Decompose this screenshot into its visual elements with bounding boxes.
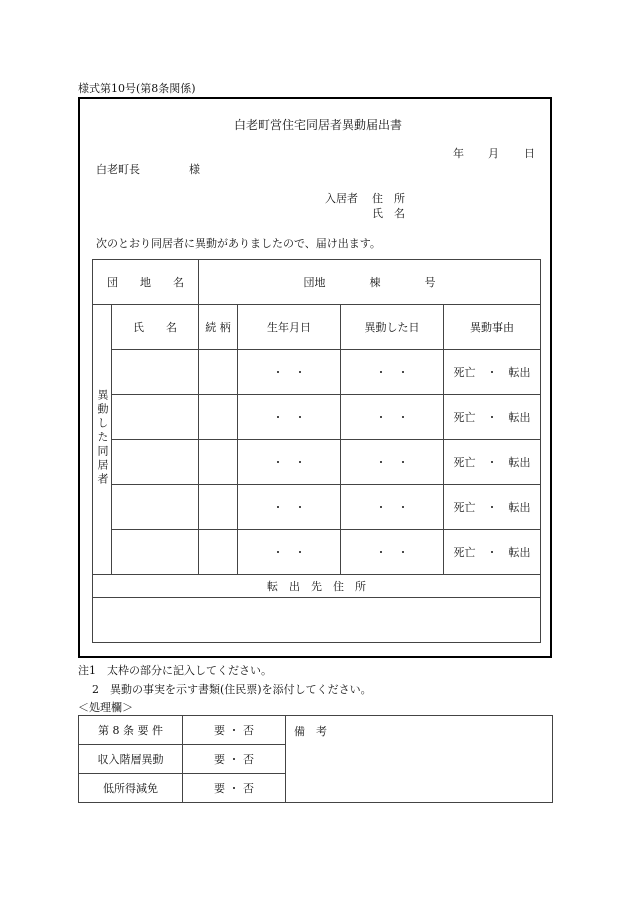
header-birthdate: 生年月日	[238, 305, 341, 350]
header-reason: 異動事由	[444, 305, 541, 350]
date-month: 月	[488, 147, 499, 160]
remarks-cell[interactable]	[286, 716, 553, 803]
processing-label-lowincome: 低所得減免	[79, 774, 183, 803]
table-row	[93, 485, 541, 530]
moved-date-cell[interactable]: ・ ・	[341, 485, 444, 530]
moved-date-cell[interactable]: ・ ・	[341, 530, 444, 575]
birthdate-cell[interactable]: ・ ・	[238, 350, 341, 395]
table-row	[93, 350, 541, 395]
moved-date-cell[interactable]: ・ ・	[341, 395, 444, 440]
reason-cell[interactable]: 死亡 ・ 転出	[444, 530, 541, 575]
side-label-text: 異動した同居者	[96, 389, 109, 487]
header-moved-date: 異動した日	[341, 305, 444, 350]
processing-value-income[interactable]: 要 ・ 否	[183, 745, 286, 774]
form-number: 様式第10号(第8条関係)	[78, 82, 196, 95]
destination-address-field[interactable]	[93, 598, 541, 643]
complex-name-label: 団 地 名	[93, 260, 199, 305]
birthdate-cell[interactable]: ・ ・	[238, 530, 341, 575]
processing-label-income: 収入階層異動	[79, 745, 183, 774]
birthdate-cell[interactable]: ・ ・	[238, 395, 341, 440]
relation-cell[interactable]	[199, 485, 238, 530]
reason-cell[interactable]: 死亡 ・ 転出	[444, 485, 541, 530]
applicant-label: 入居者	[325, 192, 358, 205]
birthdate-cell[interactable]: ・ ・	[238, 440, 341, 485]
intro-text: 次のとおり同居者に異動がありましたので、届け出ます。	[96, 237, 381, 250]
name-cell[interactable]	[112, 395, 199, 440]
reason-cell[interactable]: 死亡 ・ 転出	[444, 395, 541, 440]
header-relation: 続 柄	[199, 305, 238, 350]
moved-date-cell[interactable]: ・ ・	[341, 440, 444, 485]
date-year: 年	[453, 147, 464, 160]
building-number-field[interactable]: 団地 棟 号	[199, 260, 541, 305]
destination-address-label: 転 出 先 住 所	[93, 575, 541, 598]
note-1: 注1 太枠の部分に記入してください。	[78, 664, 272, 677]
relation-cell[interactable]	[199, 350, 238, 395]
name-cell[interactable]	[112, 350, 199, 395]
name-cell[interactable]	[112, 530, 199, 575]
addressee-name: 白老町長	[96, 163, 140, 176]
header-name: 氏 名	[112, 305, 199, 350]
relation-cell[interactable]	[199, 395, 238, 440]
table-row	[93, 395, 541, 440]
reason-cell[interactable]: 死亡 ・ 転出	[444, 440, 541, 485]
cohabitant-table	[92, 259, 541, 643]
date-day: 日	[524, 147, 535, 160]
applicant-address-label: 住 所	[372, 192, 405, 205]
remarks-label: 備 考	[294, 725, 327, 738]
processing-table	[78, 715, 553, 803]
processing-value-lowincome[interactable]: 要 ・ 否	[183, 774, 286, 803]
birthdate-cell[interactable]: ・ ・	[238, 485, 341, 530]
applicant-name-label: 氏 名	[372, 207, 405, 220]
processing-heading: ＜処理欄＞	[78, 701, 133, 714]
processing-label-article8: 第 8 条 要 件	[79, 716, 183, 745]
relation-cell[interactable]	[199, 530, 238, 575]
name-cell[interactable]	[112, 485, 199, 530]
table-row	[93, 530, 541, 575]
moved-date-cell[interactable]: ・ ・	[341, 350, 444, 395]
note-2: 2 異動の事実を示す書類(住民票)を添付してください。	[92, 683, 372, 696]
table-row	[93, 440, 541, 485]
moved-cohabitant-side-label	[93, 305, 112, 575]
form-title: 白老町営住宅同居者異動届出書	[234, 118, 403, 132]
addressee-honorific: 様	[189, 163, 200, 176]
relation-cell[interactable]	[199, 440, 238, 485]
processing-value-article8[interactable]: 要 ・ 否	[183, 716, 286, 745]
name-cell[interactable]	[112, 440, 199, 485]
reason-cell[interactable]: 死亡 ・ 転出	[444, 350, 541, 395]
